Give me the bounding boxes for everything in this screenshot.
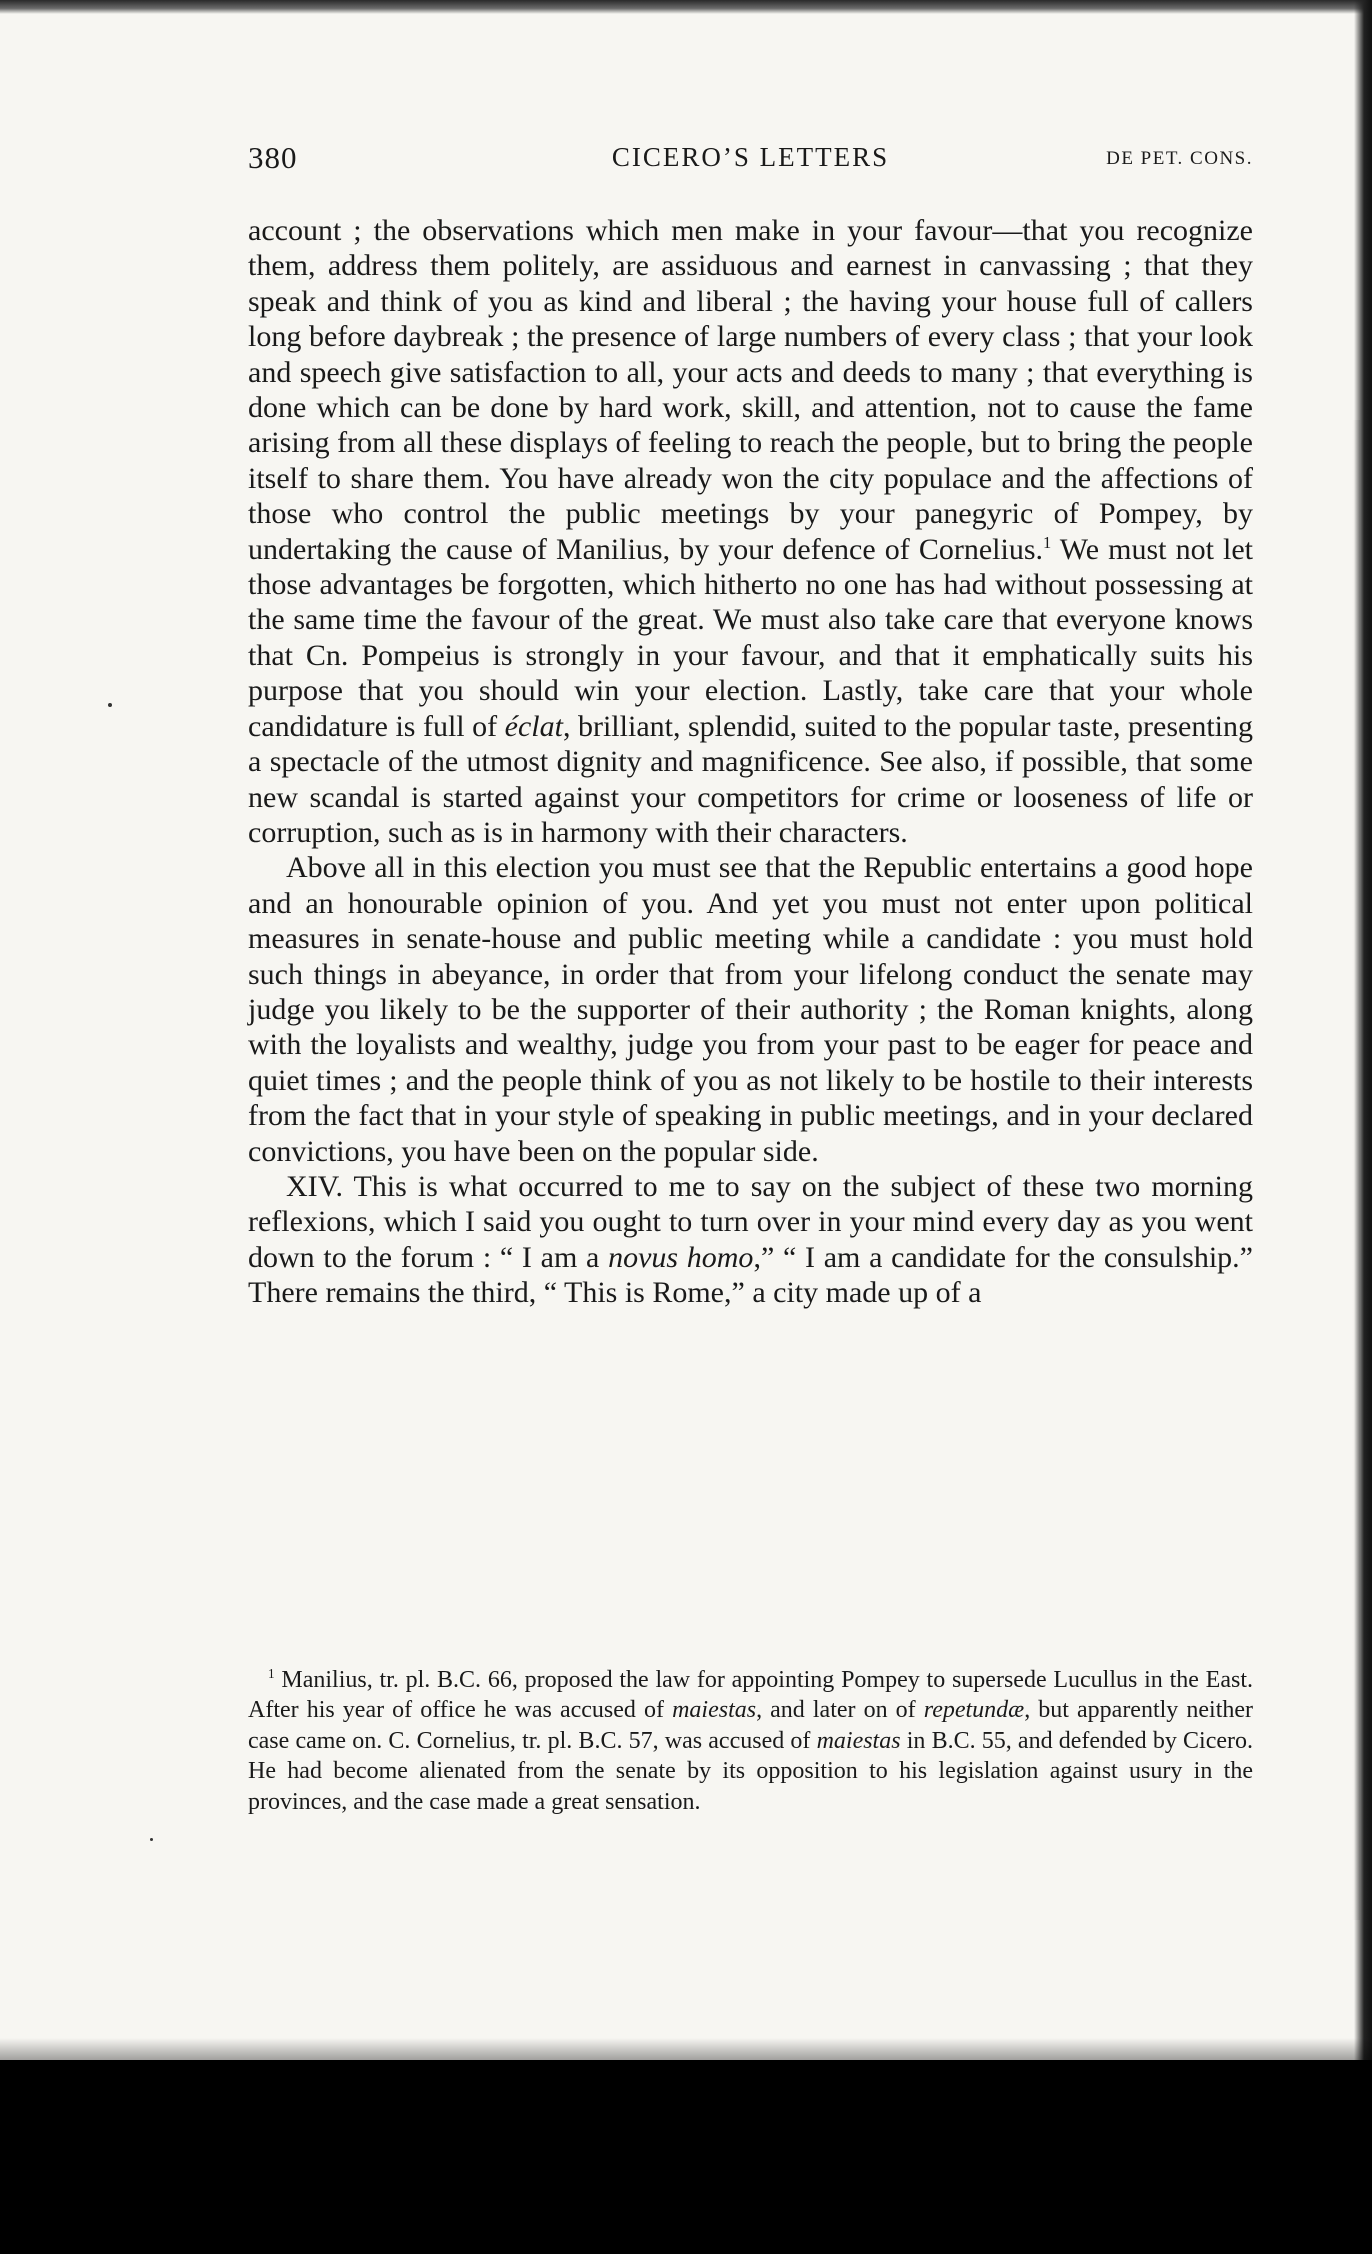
paragraph [248, 213, 1253, 850]
running-title: CICERO’S LETTERS [611, 142, 890, 172]
page-gutter-shadow [1352, 420, 1360, 1920]
italic-term: novus homo [608, 1240, 754, 1274]
scan-speck [108, 703, 112, 707]
paragraph: Above all in this election you must see that the Republic entertains a good hope and an honourable opinion of you. And yet you must not enter upon political measures in senate-house and public meeting while a candidate : you must hold such things in abeyance, in order that from your lifelong conduct the senate may judge you likely to be the supporter of their authority ; the Roman knights, along with the loyalists and wealthy, judge you from your past to be eager for peace and quiet times ; and the people think of you as not likely to be hostile to their interests from the fact that in your style of speaking in public meetings, and in your declared convictions, you have been on the popular side. [248, 851, 1253, 1168]
text-run: , brilliant, splendid, suited to the popular taste, presenting a spectacle of the utmost dignity and magnificence. See also, if possible, that some new scandal is started against your competitors for crime or looseness of life or corruption, such as is in harmony with their characters. [248, 709, 1253, 849]
footnote-reference: 1 [1043, 532, 1052, 552]
text-run: We must not let those advantages be forgotten, which hitherto no one has had without possessing at the same time the favour of the great. We must also take care that everyone knows that Cn. Pompeius is strongly in your favour, and that it emphatically suits his purpose that you should win your election. Lastly, take care that your whole candidature is full of [248, 532, 1253, 743]
footnote-marker: 1 [268, 1666, 275, 1681]
italic-term: maiestas [816, 1727, 901, 1754]
text-run: XIV. This is what occurred to me to say on the subject of these two morning reflexions, which I said you ought to turn over in your mind every day as you went down to the forum : “ I am a [248, 1169, 1253, 1274]
text-run: Manilius, tr. pl. B.C. 66, proposed the law for appointing Pompey to supersede Lucullus in the East. After his year of office he was accused of [248, 1667, 1253, 1724]
text-run: account ; the observations which men make in your favour—that you recognize them, address them politely, are assiduous and earnest in canvassing ; that they speak and think of you as kind and liberal ; the having your house full of callers long before daybreak ; the presence of large numbers of every class ; that your look and speech give satisfaction to all, your acts and deeds to many ; that everything is done which can be done by hard work, skill, and attention, not to cause the fame arising from all these displays of feeling to reach the people, but to bring the people itself to share them. You have already won the city populace and the affections of those who control the public meetings by your panegyric of Pompey, by undertaking the cause of Manilius, by your defence of Cornelius. [248, 214, 1253, 566]
text-run: ,” “ I am a candidate for the consulship.” There remains the third, “ This is Rome,” a city made up of a [248, 1240, 1253, 1310]
italic-term: repetundæ [923, 1697, 1025, 1724]
main-text [248, 213, 1253, 1311]
footnote [248, 1665, 1253, 1817]
page-number: 380 [248, 140, 298, 175]
italic-term: éclat [504, 709, 563, 743]
text-run: , and later on of [756, 1697, 924, 1724]
footnotes [248, 1665, 1253, 1817]
section-mark: DE PET. CONS. [1106, 148, 1253, 169]
text-run: in B.C. 55, and defended by Cicero. He had become alienated from the senate by its opposition to his legislation against usury in the provinces, and the case made a great sensation. [248, 1727, 1253, 1815]
page-header [248, 140, 1253, 180]
paragraph [248, 1169, 1253, 1311]
text-run: , but apparently neither case came on. C. Cornelius, tr. pl. B.C. 57, was accused of [248, 1697, 1254, 1754]
italic-term: maiestas [672, 1697, 757, 1724]
scan-top-edge [0, 0, 1372, 14]
scan-bottom-edge [0, 2060, 1372, 2254]
scan-speck [150, 1838, 153, 1841]
